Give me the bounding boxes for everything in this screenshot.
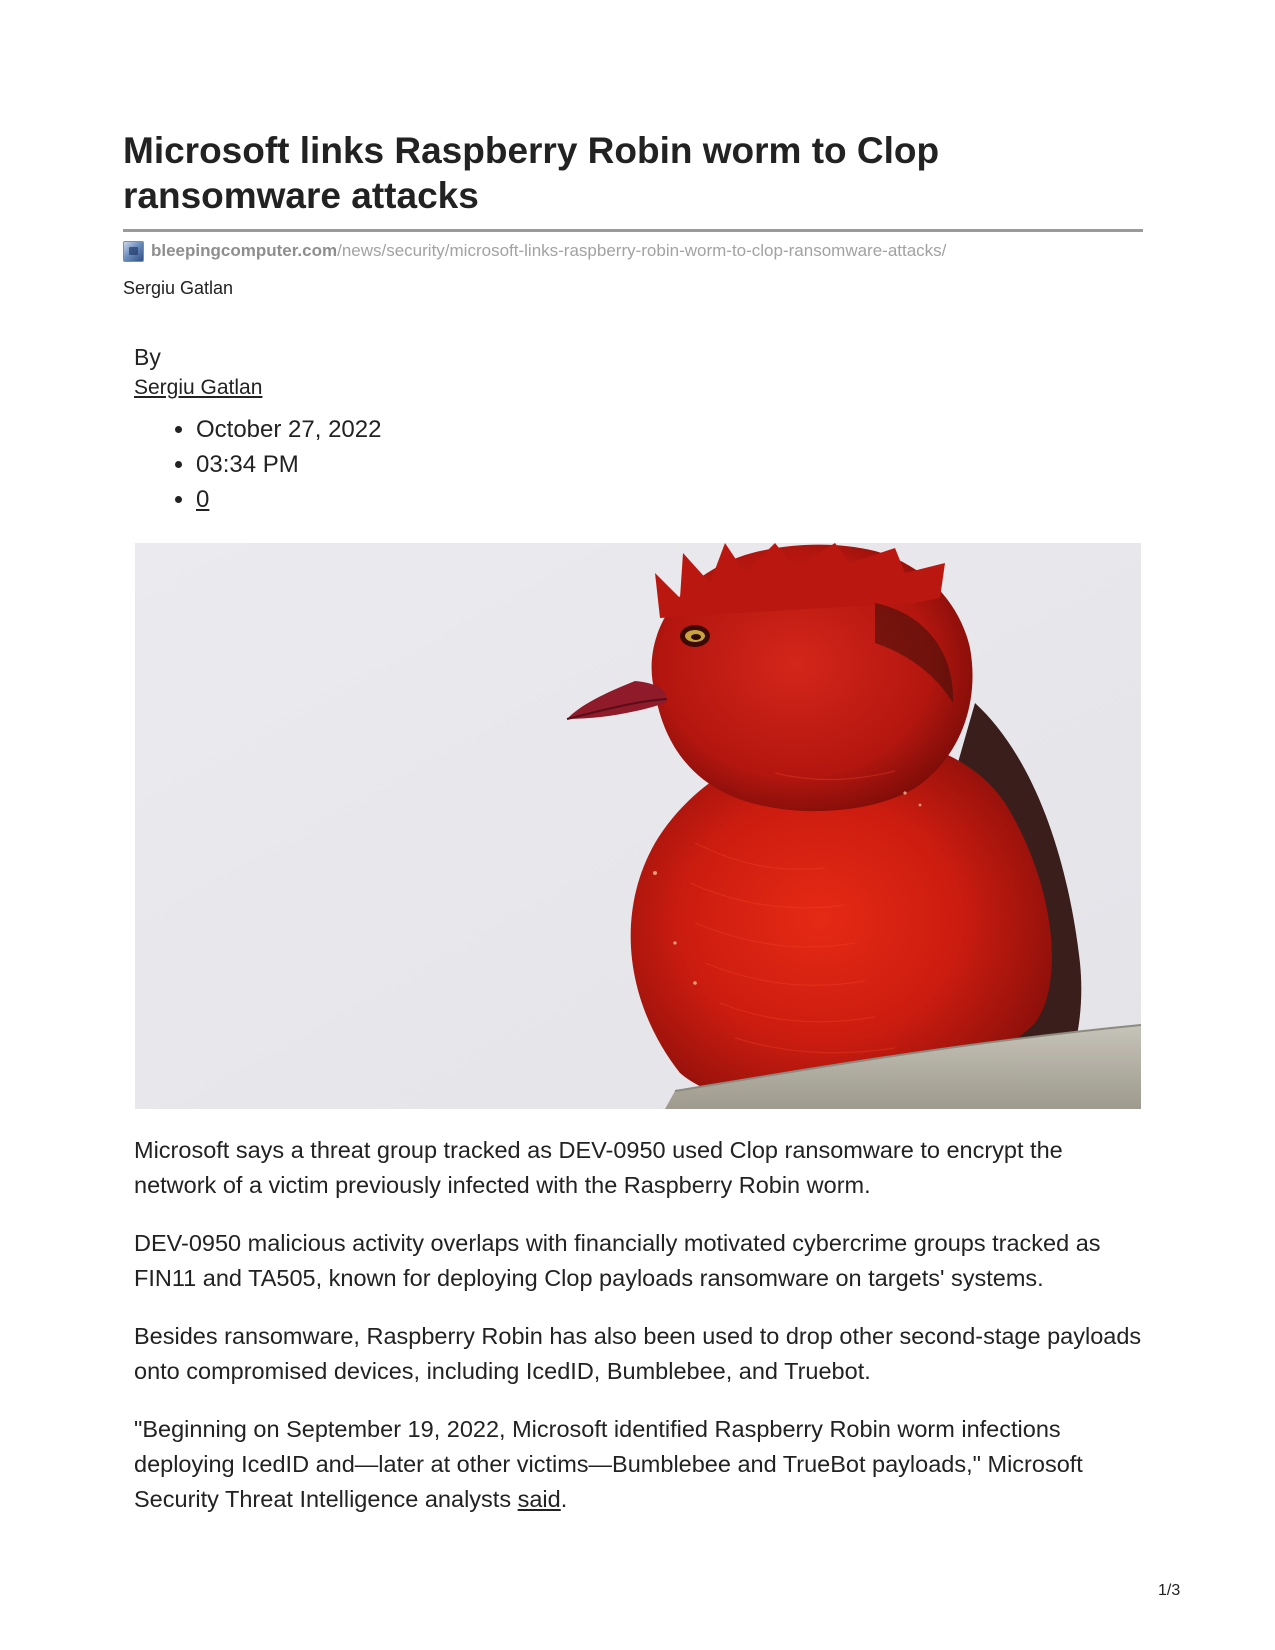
- byline-author: Sergiu Gatlan: [123, 278, 234, 298]
- body-paragraph-1: Microsoft says a threat group tracked as DEV-0950 used Clop ransomware to encrypt the network of a victim previously infected with the Raspberry Robin worm.: [134, 1137, 1063, 1198]
- site-favicon-icon: [123, 241, 144, 262]
- red-bird-illustration: [135, 543, 1141, 1109]
- title-divider: [123, 229, 1143, 232]
- article-title: Microsoft links Raspberry Robin worm to Clop ransomware attacks: [123, 130, 940, 216]
- meta-comments[interactable]: [196, 482, 381, 517]
- body-paragraph-2: DEV-0950 malicious activity overlaps with financially motivated cybercrime groups tracked as FIN11 and TA505, known for deploying Clop payloads ransomware on targets' systems.: [134, 1230, 1101, 1291]
- body-paragraph-4: [134, 1412, 1144, 1517]
- comments-count-link[interactable]: 0: [196, 486, 210, 513]
- body-paragraph-3: Besides ransomware, Raspberry Robin has also been used to drop other second-stage payloads onto compromised devices, including IcedID, Bumblebee, and Truebot.: [134, 1323, 1142, 1384]
- source-domain: bleepingcomputer.com: [151, 241, 338, 260]
- source-path: /news/security/microsoft-links-raspberry-robin-worm-to-clop-ransomware-attacks/: [337, 241, 947, 260]
- body-paragraph-4-end: .: [560, 1486, 568, 1512]
- meta-date: • October 27, 2022: [196, 412, 381, 447]
- hero-image-red-bird: [135, 543, 1141, 1109]
- body-paragraph-4-text: "Beginning on September 19, 2022, Microsoft identified Raspberry Robin worm infections deploying IcedID and—later at other victims—Bumblebee and TrueBot payloads," Microsoft Security Threat Intelligence analysts: [134, 1416, 1083, 1512]
- page-number: 1/3: [1158, 1582, 1181, 1599]
- said-link[interactable]: said: [517, 1486, 561, 1512]
- by-label: By: [134, 344, 161, 370]
- meta-time: • 03:34 PM: [196, 447, 381, 482]
- article-body: [134, 1133, 1144, 1540]
- article-meta-list: [156, 412, 381, 517]
- source-url[interactable]: [123, 239, 946, 263]
- author-link[interactable]: Sergiu Gatlan: [134, 376, 263, 399]
